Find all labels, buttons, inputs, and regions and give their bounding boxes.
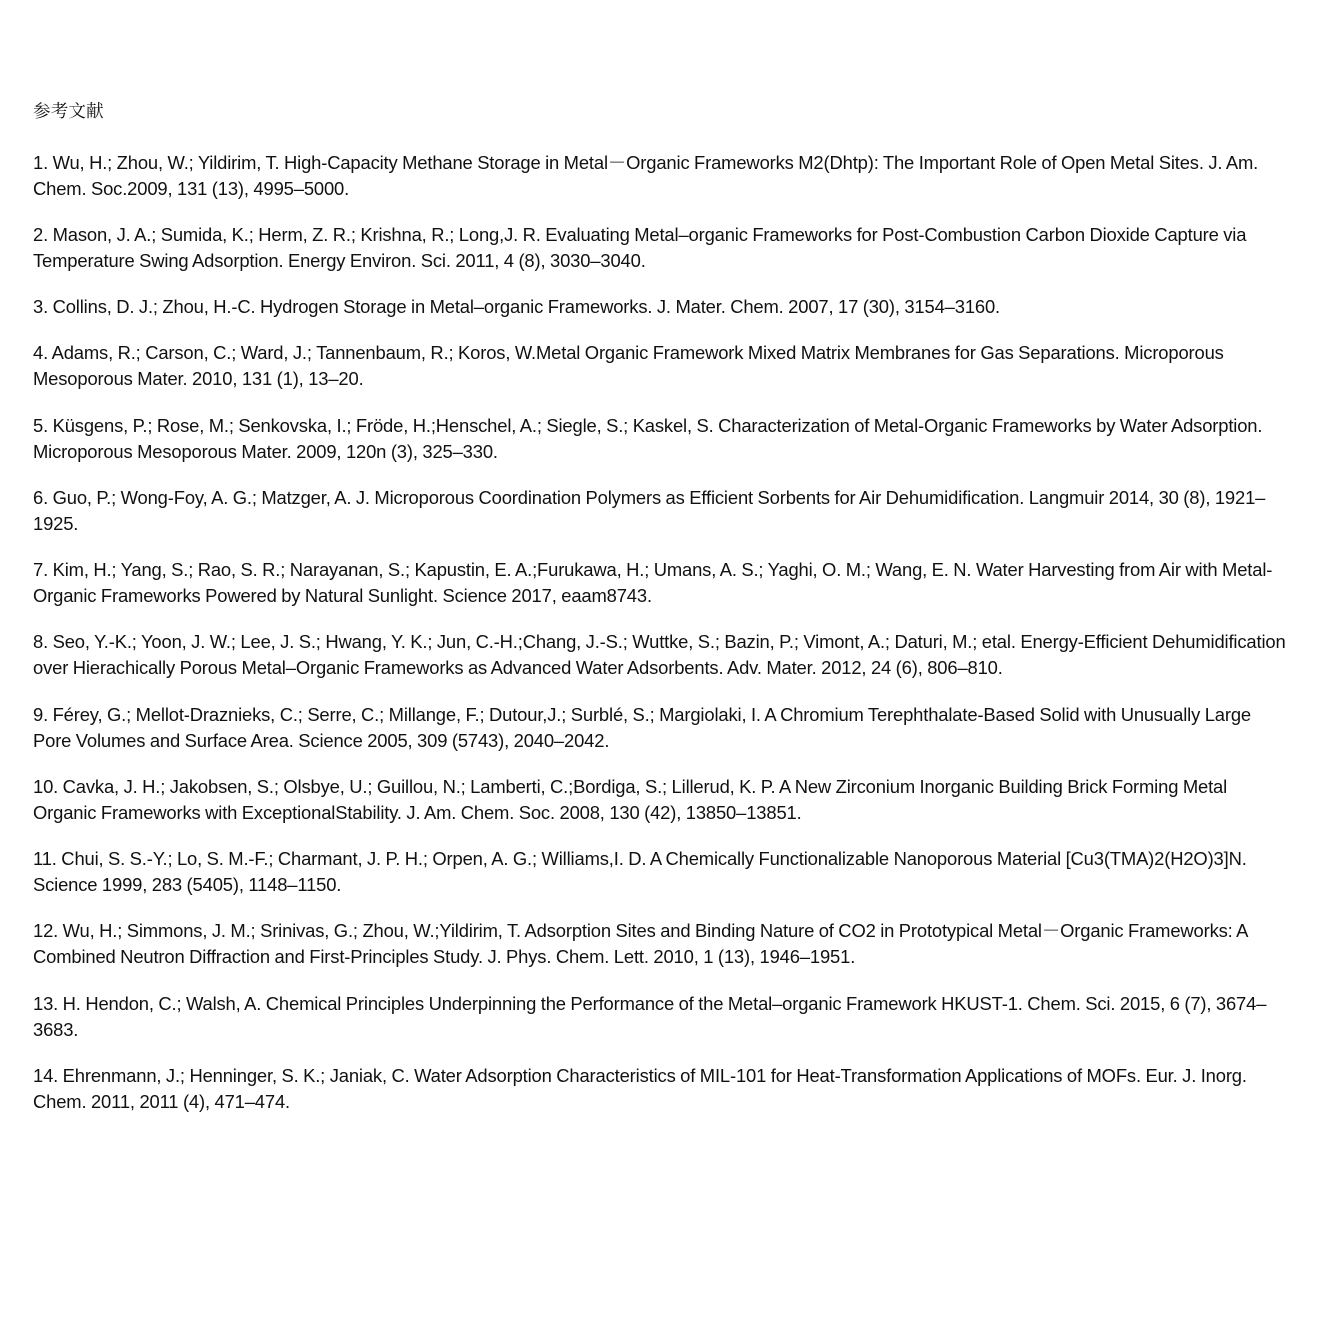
reference-item: 5. Küsgens, P.; Rose, M.; Senkovska, I.; Fröde, H.;Henschel, A.; Siegle, S.; Kaskel, S. Characterization of Metal-Organic Frameworks by Water Adsorption. Microporous Mesoporous Mater. 2009, 120n (3), 325–330.: [33, 414, 1263, 462]
reference-item: 2. Mason, J. A.; Sumida, K.; Herm, Z. R.; Krishna, R.; Long,J. R. Evaluating Metal–organic Frameworks for Post-Combustion Carbon Dioxide Capture via Temperature Swing Adsorption. Energy Environ. Sci. 2011, 4 (8), 3030–3040.: [33, 223, 1247, 271]
reference-list: [33, 150, 1291, 1115]
reference-item: 4. Adams, R.; Carson, C.; Ward, J.; Tannenbaum, R.; Koros, W.Metal Organic Framework Mixed Matrix Membranes for Gas Separations. Microporous Mesoporous Mater. 2010, 131 (1), 13–20.: [33, 342, 1224, 390]
page-content: [33, 100, 1291, 1115]
reference-item: 7. Kim, H.; Yang, S.; Rao, S. R.; Narayanan, S.; Kapustin, E. A.;Furukawa, H.; Umans, A. S.; Yaghi, O. M.; Wang, E. N. Water Harvesting from Air with Metal-Organic Frameworks Powered by Natural Sunlight. Science 2017, eaam8743.: [33, 559, 1273, 607]
reference-item: 1. Wu, H.; Zhou, W.; Yildirim, T. High-Capacity Methane Storage in Metal－Organic Frameworks M2(Dhtp): The Important Role of Open Metal Sites. J. Am. Chem. Soc.2009, 131 (13), 4995–5000.: [33, 151, 1259, 199]
page-title: 参考文献: [33, 101, 104, 121]
reference-item: 3. Collins, D. J.; Zhou, H.-C. Hydrogen Storage in Metal–organic Frameworks. J. Mater. Chem. 2007, 17 (30), 3154–3160.: [33, 296, 1001, 318]
reference-item: 14. Ehrenmann, J.; Henninger, S. K.; Janiak, C. Water Adsorption Characteristics of MIL-101 for Heat-Transformation Applications of MOFs. Eur. J. Inorg. Chem. 2011, 2011 (4), 471–474.: [33, 1064, 1247, 1112]
reference-item: 9. Férey, G.; Mellot-Draznieks, C.; Serre, C.; Millange, F.; Dutour,J.; Surblé, S.; Margiolaki, I. A Chromium Terephthalate-Based Solid with Unusually Large Pore Volumes and Surface Area. Science 2005, 309 (5743), 2040–2042.: [33, 703, 1251, 751]
reference-item: 10. Cavka, J. H.; Jakobsen, S.; Olsbye, U.; Guillou, N.; Lamberti, C.;Bordiga, S.; Lillerud, K. P. A New Zirconium Inorganic Building Brick Forming Metal Organic Frameworks with ExceptionalStability. J. Am. Chem. Soc. 2008, 130 (42), 13850–13851.: [33, 775, 1228, 823]
reference-item: 12. Wu, H.; Simmons, J. M.; Srinivas, G.; Zhou, W.;Yildirim, T. Adsorption Sites and Binding Nature of CO2 in Prototypical Metal－Organic Frameworks: A Combined Neutron Diffraction and First-Principles Study. J. Phys. Chem. Lett. 2010, 1 (13), 1946–1951.: [33, 920, 1248, 968]
reference-item: 6. Guo, P.; Wong-Foy, A. G.; Matzger, A. J. Microporous Coordination Polymers as Efficient Sorbents for Air Dehumidification. Langmuir 2014, 30 (8), 1921–1925.: [33, 486, 1266, 534]
reference-item: 13. H. Hendon, C.; Walsh, A. Chemical Principles Underpinning the Performance of the Metal–organic Framework HKUST-1. Chem. Sci. 2015, 6 (7), 3674–3683.: [33, 992, 1267, 1040]
reference-item: 11. Chui, S. S.-Y.; Lo, S. M.-F.; Charmant, J. P. H.; Orpen, A. G.; Williams,I. D. A Chemically Functionalizable Nanoporous Material [Cu3(TMA)2(H2O)3]N. Science 1999, 283 (5405), 1148–1150.: [33, 848, 1247, 896]
reference-item: 8. Seo, Y.-K.; Yoon, J. W.; Lee, J. S.; Hwang, Y. K.; Jun, C.-H.;Chang, J.-S.; Wuttke, S.; Bazin, P.; Vimont, A.; Daturi, M.; etal. Energy-Efficient Dehumidification over Hierachically Porous Metal–Organic Frameworks as Advanced Water Adsorbents. Adv. Mater. 2012, 24 (6), 806–810.: [33, 631, 1286, 679]
